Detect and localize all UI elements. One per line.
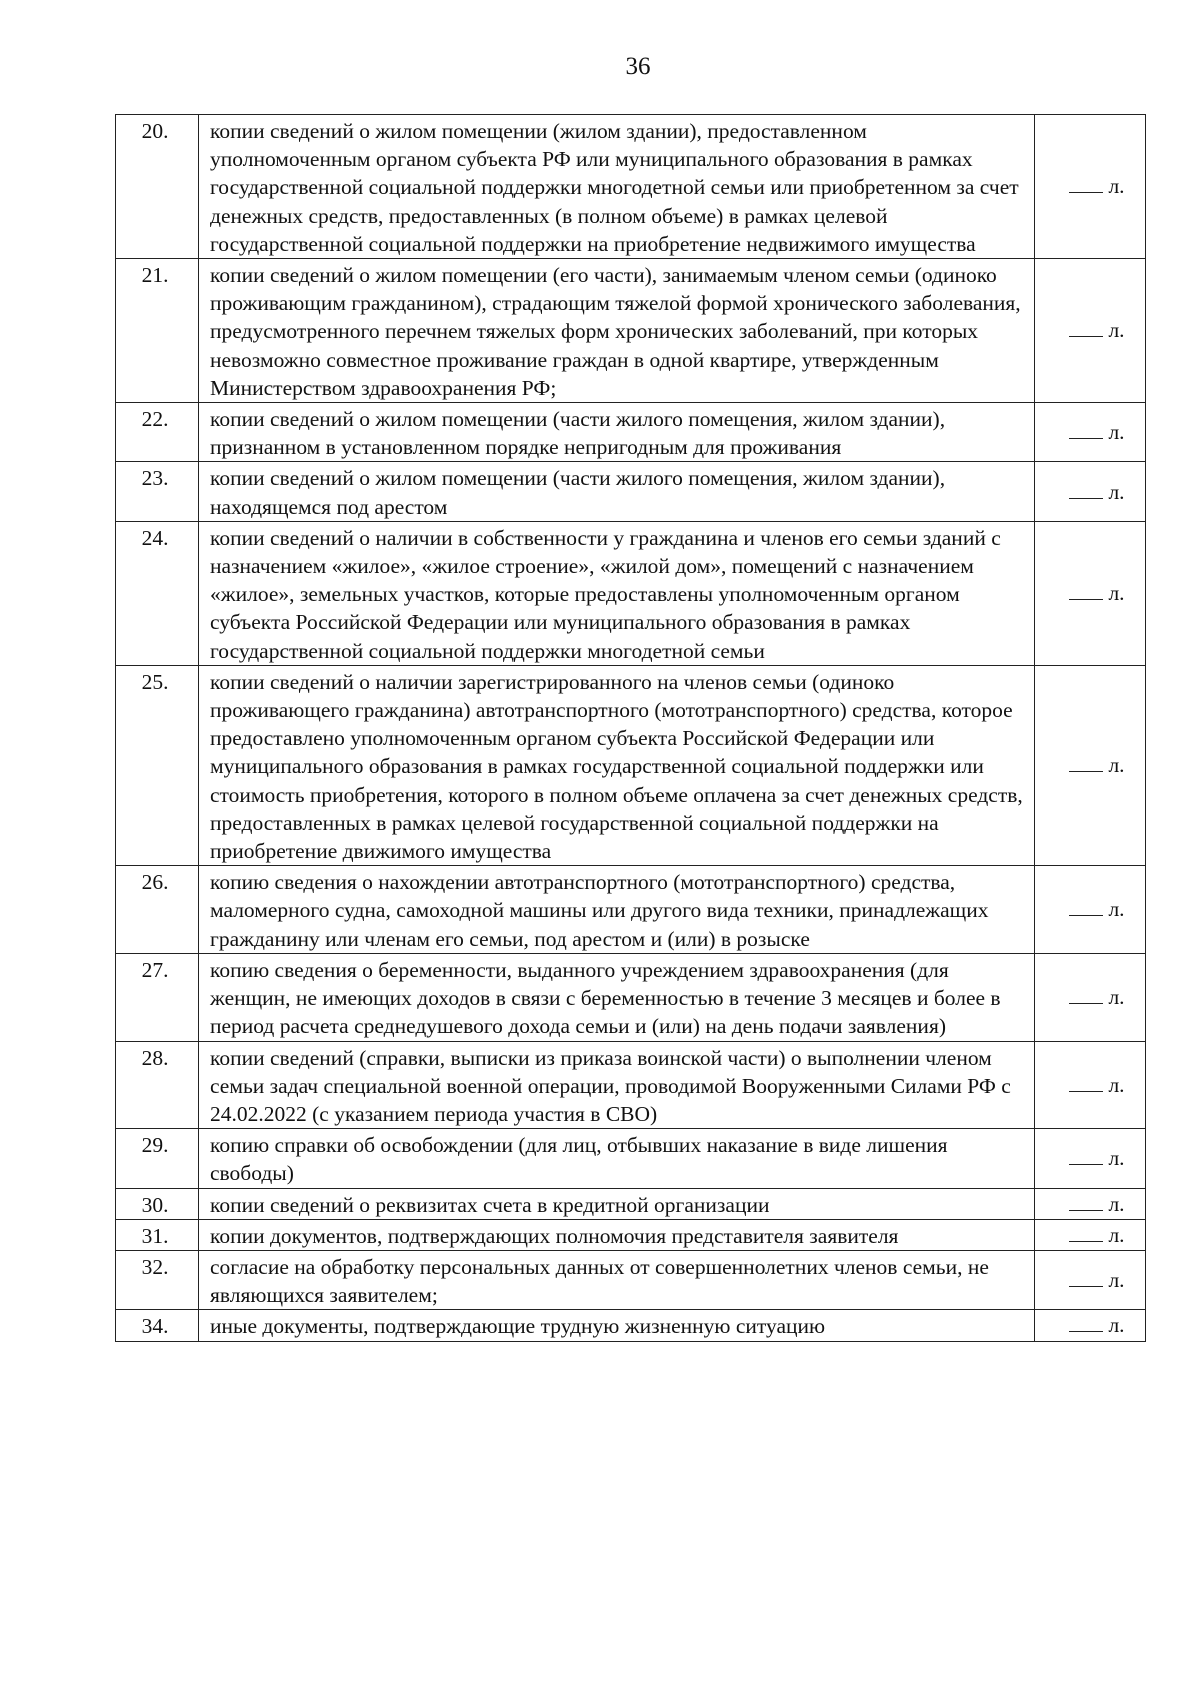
row-number: 29. bbox=[116, 1129, 199, 1188]
sheet-count-blank[interactable] bbox=[1069, 478, 1103, 499]
sheet-unit-label: л. bbox=[1108, 1313, 1125, 1338]
document-description: копии сведений о наличии зарегистрированного на членов семьи (одиноко проживающего гражданина) автотранспортного (мототранспортного) средства, которое предоставлено уполномоченным органом субъекта Российской Федерации или муниципального образования в рамках государственной социальной поддержки или стоимость приобретения, которого в полном объеме оплачена за счет денежных средств, предоставленных в рамках целевой государственной социальной поддержки на приобретение движимого имущества bbox=[199, 665, 1035, 865]
sheet-count-cell bbox=[1035, 259, 1146, 403]
table-row bbox=[116, 1041, 1146, 1129]
sheet-count-cell bbox=[1035, 1188, 1146, 1219]
sheet-unit-label: л. bbox=[1108, 897, 1125, 922]
row-number: 26. bbox=[116, 866, 199, 954]
sheet-unit-label: л. bbox=[1108, 1222, 1125, 1247]
sheet-count-blank[interactable] bbox=[1069, 1221, 1103, 1242]
document-description: копию сведения о нахождении автотранспортного (мототранспортного) средства, маломерного судна, самоходной машины или другого вида техники, принадлежащих гражданину или членам его семьи, под арестом и (или) в розыске bbox=[199, 866, 1035, 954]
sheet-count-cell bbox=[1035, 403, 1146, 462]
sheet-count-blank[interactable] bbox=[1069, 316, 1103, 337]
table-row bbox=[116, 521, 1146, 665]
table-row bbox=[116, 866, 1146, 954]
sheet-count-cell bbox=[1035, 1219, 1146, 1250]
row-number: 32. bbox=[116, 1250, 199, 1309]
sheet-count-blank[interactable] bbox=[1069, 1190, 1103, 1211]
sheet-unit-label: л. bbox=[1108, 479, 1125, 504]
sheet-count-cell bbox=[1035, 521, 1146, 665]
row-number: 27. bbox=[116, 953, 199, 1041]
sheet-count-cell bbox=[1035, 1250, 1146, 1309]
row-number: 28. bbox=[116, 1041, 199, 1129]
document-description: согласие на обработку персональных данных от совершеннолетних членов семьи, не являющихся заявителем; bbox=[199, 1250, 1035, 1309]
document-description: копию справки об освобождении (для лиц, отбывших наказание в виде лишения свободы) bbox=[199, 1129, 1035, 1188]
sheet-unit-label: л. bbox=[1108, 1191, 1125, 1216]
table-row bbox=[116, 1129, 1146, 1188]
document-description: копии документов, подтверждающих полномочия представителя заявителя bbox=[199, 1219, 1035, 1250]
sheet-count-blank[interactable] bbox=[1069, 1266, 1103, 1287]
sheet-unit-label: л. bbox=[1108, 753, 1125, 778]
row-number: 34. bbox=[116, 1310, 199, 1341]
sheet-count-blank[interactable] bbox=[1069, 579, 1103, 600]
sheet-count-cell bbox=[1035, 1041, 1146, 1129]
sheet-count-cell bbox=[1035, 462, 1146, 521]
row-number: 31. bbox=[116, 1219, 199, 1250]
table-row bbox=[116, 115, 1146, 259]
sheet-count-blank[interactable] bbox=[1069, 1311, 1103, 1332]
table-row bbox=[116, 1219, 1146, 1250]
table-row bbox=[116, 1250, 1146, 1309]
row-number: 21. bbox=[116, 259, 199, 403]
sheet-unit-label: л. bbox=[1108, 1268, 1125, 1293]
sheet-count-cell bbox=[1035, 866, 1146, 954]
document-description: копии сведений о наличии в собственности у гражданина и членов его семьи зданий с назначением «жилое», «жилое строение», «жилой дом», помещений с назначением «жилое», земельных участков, которые предоставлены уполномоченным органом субъекта Российской Федерации или муниципального образования в рамках государственной социальной поддержки многодетной семьи bbox=[199, 521, 1035, 665]
sheet-unit-label: л. bbox=[1108, 318, 1125, 343]
sheet-count-cell bbox=[1035, 953, 1146, 1041]
document-description: копии сведений о жилом помещении (части жилого помещения, жилом здании), признанном в установленном порядке непригодным для проживания bbox=[199, 403, 1035, 462]
sheet-count-cell bbox=[1035, 665, 1146, 865]
sheet-unit-label: л. bbox=[1108, 581, 1125, 606]
table-row bbox=[116, 665, 1146, 865]
table-row bbox=[116, 1188, 1146, 1219]
row-number: 23. bbox=[116, 462, 199, 521]
sheet-count-blank[interactable] bbox=[1069, 1071, 1103, 1092]
sheet-count-blank[interactable] bbox=[1069, 983, 1103, 1004]
document-description: иные документы, подтверждающие трудную жизненную ситуацию bbox=[199, 1310, 1035, 1341]
document-description: копии сведений о реквизитах счета в кредитной организации bbox=[199, 1188, 1035, 1219]
sheet-unit-label: л. bbox=[1108, 1072, 1125, 1097]
row-number: 30. bbox=[116, 1188, 199, 1219]
documents-table bbox=[115, 114, 1146, 1342]
document-description: копии сведений о жилом помещении (жилом здании), предоставленном уполномоченным органом субъекта РФ или муниципального образования в рамках государственной социальной поддержки многодетной семьи или приобретенном за счет денежных средств, предоставленных (в полном объеме) в рамках целевой государственной социальной поддержки на приобретение недвижимого имущества bbox=[199, 115, 1035, 259]
table-row bbox=[116, 403, 1146, 462]
document-description: копию сведения о беременности, выданного учреждением здравоохранения (для женщин, не имеющих доходов в связи с беременностью в течение 3 месяцев и более в период расчета среднедушевого дохода семьи и (или) на день подачи заявления) bbox=[199, 953, 1035, 1041]
table-row bbox=[116, 259, 1146, 403]
sheet-count-cell bbox=[1035, 1129, 1146, 1188]
sheet-unit-label: л. bbox=[1108, 420, 1125, 445]
row-number: 20. bbox=[116, 115, 199, 259]
document-description: копии сведений (справки, выписки из приказа воинской части) о выполнении членом семьи задач специальной военной операции, проводимой Вооруженными Силами РФ с 24.02.2022 (с указанием периода участия в СВО) bbox=[199, 1041, 1035, 1129]
table-row bbox=[116, 953, 1146, 1041]
sheet-count-cell bbox=[1035, 115, 1146, 259]
sheet-count-blank[interactable] bbox=[1069, 895, 1103, 916]
documents-table-body bbox=[116, 115, 1146, 1342]
document-description: копии сведений о жилом помещении (части жилого помещения, жилом здании), находящемся под арестом bbox=[199, 462, 1035, 521]
sheet-unit-label: л. bbox=[1108, 985, 1125, 1010]
row-number: 25. bbox=[116, 665, 199, 865]
sheet-count-blank[interactable] bbox=[1069, 1144, 1103, 1165]
sheet-count-cell bbox=[1035, 1310, 1146, 1341]
sheet-unit-label: л. bbox=[1108, 1146, 1125, 1171]
table-row bbox=[116, 462, 1146, 521]
sheet-count-blank[interactable] bbox=[1069, 172, 1103, 193]
document-description: копии сведений о жилом помещении (его части), занимаемым членом семьи (одиноко проживающим гражданином), страдающим тяжелой формой хронического заболевания, предусмотренного перечнем тяжелых форм хронических заболеваний, при которых невозможно совместное проживание граждан в одной квартире, утвержденным Министерством здравоохранения РФ; bbox=[199, 259, 1035, 403]
page-number: 36 bbox=[625, 53, 651, 80]
sheet-count-blank[interactable] bbox=[1069, 418, 1103, 439]
sheet-count-blank[interactable] bbox=[1069, 751, 1103, 772]
table-row bbox=[116, 1310, 1146, 1341]
row-number: 24. bbox=[116, 521, 199, 665]
row-number: 22. bbox=[116, 403, 199, 462]
sheet-unit-label: л. bbox=[1108, 174, 1125, 199]
